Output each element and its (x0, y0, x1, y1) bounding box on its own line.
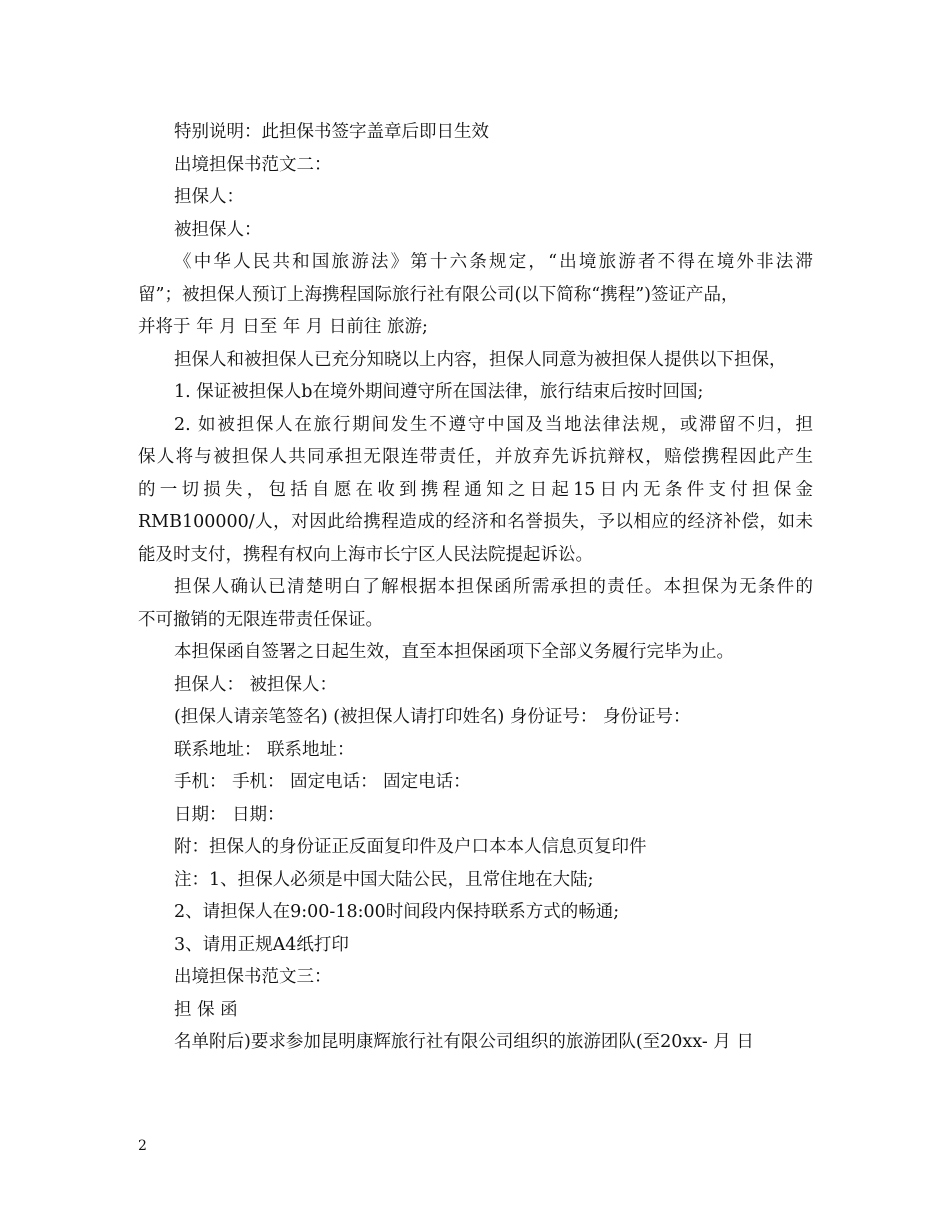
attachment-note: 附：担保人的身份证正反面复印件及户口本本人信息页复印件 (174, 837, 647, 857)
signature-labels: 担保人： 被担保人： (174, 674, 338, 695)
special-note: 特别说明：此担保书签字盖章后即日生效 (174, 122, 489, 142)
note-one: 注：1、担保人必须是中国大陆公民，且常住地在大陆; (174, 869, 594, 890)
clause-two-line: RMB100000/人，对因此给携程造成的经济和名誉损失，予以相应的经济补偿，如未 (138, 512, 813, 532)
clause-two-line: 能及时支付，携程有权向上海市长宁区人民法院提起诉讼。 (138, 544, 593, 565)
phone-labels: 手机： 手机： 固定电话： 固定电话： (174, 772, 471, 792)
document-body (138, 116, 813, 1059)
paragraph-line: 《中华人民共和国旅游法》第十六条规定，“出境旅游者不得在境外非法滞 (174, 252, 813, 272)
signature-instructions: (担保人请亲笔签名) (被担保人请打印姓名) 身份证号： 身份证号： (174, 707, 691, 727)
letter-title: 担 保 函 (174, 999, 238, 1020)
section-heading-three: 出境担保书范文三： (174, 967, 332, 987)
note-three: 3、请用正规A4纸打印 (174, 934, 349, 955)
paragraph-line: 留”；被担保人预订上海携程国际旅行社有限公司(以下简称“携程”)签证产品， (138, 284, 739, 305)
note-two: 2、请担保人在9:00-18:00时间段内保持联系方式的畅通; (174, 902, 620, 922)
confirmation-line: 不可撤销的无限连带责任保证。 (138, 609, 383, 630)
guaranteed-person-label: 被担保人： (174, 219, 262, 240)
guarantor-label: 担保人： (174, 187, 244, 207)
page-number: 2 (138, 1138, 147, 1154)
clause-two-line: 保人将与被担保人共同承担无限连带责任，并放弃先诉抗辩权，赔偿携程因此产生 (138, 447, 813, 467)
clause-two-line: 的一切损失，包括自愿在收到携程通知之日起15日内无条件支付担保金 (138, 479, 813, 500)
clause-one: 1. 保证被担保人b在境外期间遵守所在国法律，旅行结束后按时回国; (174, 382, 704, 402)
paragraph-line: 并将于 年 月 日至 年 月 日前往 旅游; (138, 317, 428, 337)
address-labels: 联系地址： 联系地址： (174, 739, 355, 760)
confirmation-line: 担保人确认已清楚明白了解根据本担保函所需承担的责任。本担保为无条件的 (174, 577, 813, 597)
section-heading-two: 出境担保书范文二： (174, 154, 332, 175)
clause-two-line: 2. 如被担保人在旅行期间发生不遵守中国及当地法律法规，或滞留不归，担 (174, 414, 813, 435)
paragraph-line: 担保人和被担保人已充分知晓以上内容，担保人同意为被担保人提供以下担保， (174, 349, 787, 370)
letter-opening-line: 名单附后)要求参加昆明康辉旅行社有限公司组织的旅游团队(至20xx- 月 日 (174, 1032, 754, 1052)
effective-clause: 本担保函自签署之日起生效，直至本担保函项下全部义务履行完毕为止。 (174, 642, 734, 662)
date-labels: 日期： 日期： (174, 804, 285, 825)
